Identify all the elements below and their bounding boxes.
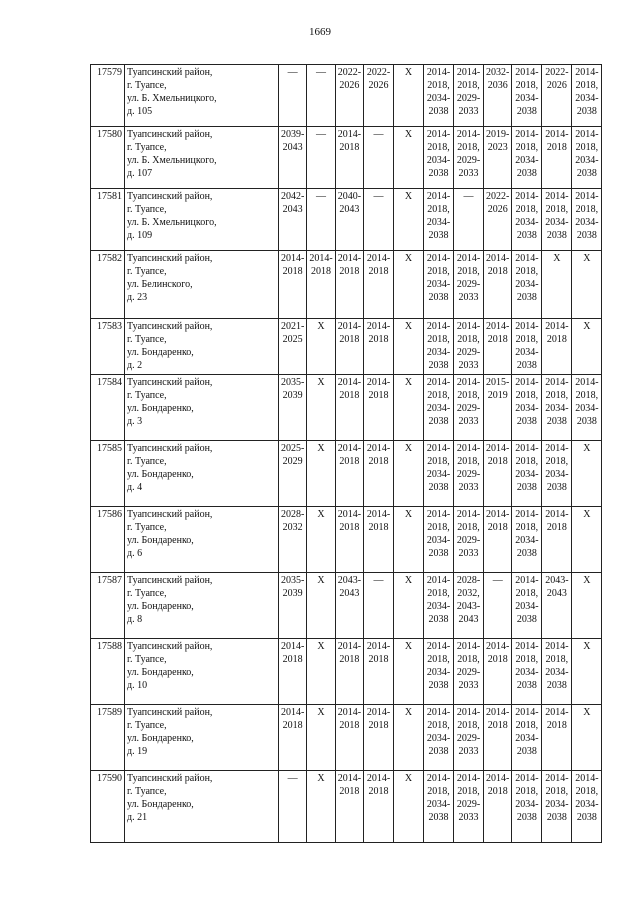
address-line: г. Туапсе, (127, 334, 167, 345)
schedule-period-cell: 2035- 2039 (279, 375, 307, 441)
schedule-period-cell: 2014- 2018 (335, 705, 363, 771)
schedule-period-cell: 2014- 2018, 2034- 2038 (424, 127, 454, 189)
schedule-period-cell: Х (307, 319, 335, 375)
schedule-period-cell: 2014- 2018, 2034- 2038 (424, 573, 454, 639)
address-cell (125, 189, 279, 251)
schedule-period-cell: 2014- 2018 (484, 507, 512, 573)
schedule-period-cell: 2014- 2018 (484, 771, 512, 843)
schedule-period-cell: — (364, 127, 394, 189)
address-line: д. 21 (127, 812, 148, 823)
schedule-period-cell: 2014- 2018, 2029- 2033 (454, 705, 484, 771)
schedule-period-cell: Х (307, 507, 335, 573)
schedule-period-cell: 2014- 2018, 2034- 2038 (512, 771, 542, 843)
schedule-period-cell: 2014- 2018, 2034- 2038 (512, 251, 542, 319)
schedule-period-cell: 2040- 2043 (335, 189, 363, 251)
schedule-period-cell: 2014- 2018 (364, 319, 394, 375)
address-line: Туапсинский район, (127, 377, 213, 388)
table-row (91, 65, 602, 127)
schedule-period-cell: — (307, 127, 335, 189)
schedule-period-cell: 2014- 2018, 2034- 2038 (512, 65, 542, 127)
address-line: Туапсинский район, (127, 191, 213, 202)
address-line: д. 107 (127, 168, 153, 179)
schedule-period-cell: 2019- 2023 (484, 127, 512, 189)
address-line: ул. Бондаренко, (127, 403, 194, 414)
schedule-period-cell: 2014- 2018 (279, 705, 307, 771)
schedule-period-cell: 2014- 2018, 2034- 2038 (542, 441, 572, 507)
schedule-period-cell: 2014- 2018 (364, 375, 394, 441)
schedule-period-cell: 2014- 2018 (484, 251, 512, 319)
schedule-period-cell: 2014- 2018 (542, 507, 572, 573)
schedule-period-cell: — (279, 65, 307, 127)
schedule-period-cell: 2014- 2018 (364, 639, 394, 705)
schedule-period-cell: Х (394, 127, 424, 189)
schedule-period-cell: 2014- 2018 (364, 507, 394, 573)
schedule-period-cell: 2014- 2018 (364, 441, 394, 507)
schedule-period-cell: Х (307, 639, 335, 705)
schedule-period-cell: Х (572, 705, 602, 771)
schedule-period-cell: 2014- 2018, 2034- 2038 (542, 375, 572, 441)
schedule-period-cell: 2014- 2018 (484, 639, 512, 705)
schedule-period-cell: 2014- 2018, 2029- 2033 (454, 251, 484, 319)
address-line: д. 109 (127, 230, 153, 241)
schedule-period-cell: 2014- 2018, 2034- 2038 (512, 705, 542, 771)
schedule-period-cell: Х (572, 573, 602, 639)
address-line: ул. Бондаренко, (127, 469, 194, 480)
schedule-period-cell: 2014- 2018, 2034- 2038 (424, 639, 454, 705)
schedule-period-cell: Х (394, 771, 424, 843)
schedule-period-cell: 2014- 2018, 2034- 2038 (512, 441, 542, 507)
address-line: Туапсинский район, (127, 641, 213, 652)
table-row (91, 573, 602, 639)
address-cell (125, 507, 279, 573)
address-line: д. 4 (127, 482, 143, 493)
schedule-period-cell: — (307, 189, 335, 251)
schedule-period-cell: Х (572, 251, 602, 319)
address-line: г. Туапсе, (127, 204, 167, 215)
record-number-cell: 17588 (91, 639, 125, 705)
schedule-period-cell: 2014- 2018 (484, 441, 512, 507)
schedule-period-cell: 2014- 2018, 2034- 2038 (542, 189, 572, 251)
address-cell (125, 639, 279, 705)
schedule-period-cell: Х (307, 771, 335, 843)
address-line: д. 10 (127, 680, 148, 691)
schedule-period-cell: 2014- 2018, 2034- 2038 (572, 189, 602, 251)
record-number-cell: 17587 (91, 573, 125, 639)
schedule-period-cell: 2014- 2018 (335, 639, 363, 705)
schedule-period-cell: 2014- 2018, 2029- 2033 (454, 507, 484, 573)
schedule-period-cell: Х (307, 705, 335, 771)
schedule-period-cell: Х (307, 573, 335, 639)
address-cell (125, 319, 279, 375)
schedule-period-cell: Х (394, 705, 424, 771)
address-line: ул. Бондаренко, (127, 347, 194, 358)
schedule-period-cell: 2014- 2018, 2034- 2038 (424, 375, 454, 441)
schedule-period-cell: Х (394, 375, 424, 441)
address-line: ул. Бондаренко, (127, 799, 194, 810)
table-row (91, 189, 602, 251)
schedule-period-cell: 2014- 2018 (335, 319, 363, 375)
address-line: д. 6 (127, 548, 143, 559)
schedule-period-cell: Х (394, 189, 424, 251)
schedule-period-cell: 2022- 2026 (484, 189, 512, 251)
schedule-period-cell: 2014- 2018 (484, 319, 512, 375)
schedule-period-cell: 2014- 2018 (542, 127, 572, 189)
address-line: д. 8 (127, 614, 143, 625)
address-line: г. Туапсе, (127, 80, 167, 91)
schedule-period-cell: 2014- 2018 (279, 251, 307, 319)
housing-repair-schedule-table (90, 64, 602, 843)
address-line: г. Туапсе, (127, 266, 167, 277)
schedule-period-cell: Х (394, 639, 424, 705)
schedule-period-cell: 2014- 2018 (279, 639, 307, 705)
address-line: ул. Бондаренко, (127, 601, 194, 612)
schedule-period-cell: 2014- 2018, 2034- 2038 (424, 251, 454, 319)
address-line: г. Туапсе, (127, 522, 167, 533)
schedule-period-cell: Х (542, 251, 572, 319)
address-line: г. Туапсе, (127, 588, 167, 599)
schedule-period-cell: 2014- 2018, 2029- 2033 (454, 639, 484, 705)
schedule-period-cell: Х (394, 441, 424, 507)
schedule-period-cell: 2039- 2043 (279, 127, 307, 189)
schedule-period-cell: 2014- 2018 (335, 771, 363, 843)
schedule-period-cell: 2014- 2018, 2034- 2038 (424, 441, 454, 507)
address-line: г. Туапсе, (127, 142, 167, 153)
schedule-period-cell: 2014- 2018, 2029- 2033 (454, 771, 484, 843)
address-line: г. Туапсе, (127, 786, 167, 797)
address-line: Туапсинский район, (127, 707, 213, 718)
schedule-period-cell: 2014- 2018 (542, 319, 572, 375)
schedule-period-cell: 2014- 2018 (335, 251, 363, 319)
table-row (91, 375, 602, 441)
address-cell (125, 441, 279, 507)
schedule-period-cell: Х (394, 507, 424, 573)
schedule-period-cell: 2014- 2018, 2034- 2038 (424, 507, 454, 573)
schedule-period-cell: 2043- 2043 (542, 573, 572, 639)
schedule-period-cell: Х (572, 639, 602, 705)
address-line: Туапсинский район, (127, 67, 213, 78)
table-row (91, 639, 602, 705)
schedule-period-cell: 2014- 2018, 2034- 2038 (572, 65, 602, 127)
address-line: Туапсинский район, (127, 253, 213, 264)
schedule-period-cell: Х (572, 319, 602, 375)
schedule-period-cell: 2015- 2019 (484, 375, 512, 441)
record-number-cell: 17590 (91, 771, 125, 843)
table-row (91, 705, 602, 771)
address-line: г. Туапсе, (127, 654, 167, 665)
schedule-period-cell: 2014- 2018, 2034- 2038 (424, 319, 454, 375)
schedule-period-cell: 2042- 2043 (279, 189, 307, 251)
table-row (91, 507, 602, 573)
table-row (91, 771, 602, 843)
schedule-period-cell: 2014- 2018 (364, 705, 394, 771)
schedule-period-cell: — (279, 771, 307, 843)
address-line: д. 3 (127, 416, 143, 427)
schedule-period-cell: Х (394, 251, 424, 319)
schedule-period-cell: Х (394, 573, 424, 639)
address-line: д. 105 (127, 106, 153, 117)
table-row (91, 251, 602, 319)
address-line: Туапсинский район, (127, 129, 213, 140)
address-line: ул. Б. Хмельницкого, (127, 93, 217, 104)
schedule-period-cell: 2032- 2036 (484, 65, 512, 127)
schedule-period-cell: 2014- 2018, 2034- 2038 (572, 127, 602, 189)
schedule-period-cell: 2014- 2018, 2034- 2038 (512, 573, 542, 639)
schedule-period-cell: Х (394, 65, 424, 127)
address-line: Туапсинский район, (127, 575, 213, 586)
address-line: д. 23 (127, 292, 148, 303)
schedule-period-cell: 2014- 2018, 2034- 2038 (512, 319, 542, 375)
schedule-period-cell: 2014- 2018, 2034- 2038 (512, 507, 542, 573)
schedule-period-cell: 2014- 2018, 2034- 2038 (572, 375, 602, 441)
address-line: Туапсинский район, (127, 509, 213, 520)
schedule-period-cell: 2014- 2018 (364, 251, 394, 319)
schedule-period-cell: 2014- 2018 (335, 127, 363, 189)
schedule-period-cell: 2014- 2018 (335, 507, 363, 573)
schedule-period-cell: 2014- 2018 (335, 375, 363, 441)
address-line: Туапсинский район, (127, 443, 213, 454)
table-row (91, 319, 602, 375)
address-cell (125, 65, 279, 127)
schedule-period-cell: 2014- 2018, 2034- 2038 (424, 65, 454, 127)
schedule-period-cell: 2014- 2018 (542, 705, 572, 771)
table-row (91, 441, 602, 507)
schedule-period-cell: — (484, 573, 512, 639)
address-line: ул. Бондаренко, (127, 535, 194, 546)
schedule-period-cell: 2014- 2018, 2034- 2038 (542, 771, 572, 843)
schedule-period-cell: 2014- 2018 (307, 251, 335, 319)
schedule-period-cell: Х (572, 507, 602, 573)
address-line: г. Туапсе, (127, 456, 167, 467)
schedule-period-cell: 2014- 2018 (335, 441, 363, 507)
schedule-period-cell: — (307, 65, 335, 127)
schedule-period-cell: 2021- 2025 (279, 319, 307, 375)
record-number-cell: 17586 (91, 507, 125, 573)
record-number-cell: 17582 (91, 251, 125, 319)
address-line: Туапсинский район, (127, 321, 213, 332)
schedule-period-cell: 2014- 2018, 2029- 2033 (454, 319, 484, 375)
record-number-cell: 17581 (91, 189, 125, 251)
address-line: ул. Бондаренко, (127, 733, 194, 744)
table-row (91, 127, 602, 189)
schedule-period-cell: 2014- 2018, 2034- 2038 (512, 375, 542, 441)
address-cell (125, 251, 279, 319)
address-line: ул. Б. Хмельницкого, (127, 217, 217, 228)
schedule-period-cell: — (364, 573, 394, 639)
schedule-period-cell: 2028- 2032 (279, 507, 307, 573)
address-line: Туапсинский район, (127, 773, 213, 784)
schedule-period-cell: 2014- 2018, 2034- 2038 (542, 639, 572, 705)
schedule-period-cell: 2022- 2026 (364, 65, 394, 127)
schedule-period-cell: Х (572, 441, 602, 507)
schedule-period-cell: 2014- 2018, 2034- 2038 (424, 771, 454, 843)
record-number-cell: 17579 (91, 65, 125, 127)
address-cell (125, 127, 279, 189)
schedule-period-cell: 2014- 2018, 2034- 2038 (512, 127, 542, 189)
schedule-period-cell: 2022- 2026 (335, 65, 363, 127)
address-cell (125, 573, 279, 639)
record-number-cell: 17580 (91, 127, 125, 189)
schedule-period-cell: 2035- 2039 (279, 573, 307, 639)
address-line: г. Туапсе, (127, 390, 167, 401)
schedule-period-cell: 2014- 2018, 2034- 2038 (424, 189, 454, 251)
schedule-period-cell: 2014- 2018, 2034- 2038 (572, 771, 602, 843)
schedule-period-cell: 2022- 2026 (542, 65, 572, 127)
schedule-period-cell: 2014- 2018, 2029- 2033 (454, 441, 484, 507)
schedule-period-cell: Х (307, 375, 335, 441)
address-line: ул. Бондаренко, (127, 667, 194, 678)
schedule-period-cell: 2014- 2018, 2034- 2038 (512, 189, 542, 251)
address-line: д. 19 (127, 746, 148, 757)
address-cell (125, 375, 279, 441)
page-number: 1669 (309, 26, 331, 38)
schedule-period-cell: 2014- 2018 (484, 705, 512, 771)
schedule-period-cell: Х (394, 319, 424, 375)
address-cell (125, 771, 279, 843)
schedule-period-cell: 2025- 2029 (279, 441, 307, 507)
schedule-period-cell: 2014- 2018, 2034- 2038 (424, 705, 454, 771)
schedule-period-cell: 2014- 2018, 2034- 2038 (512, 639, 542, 705)
record-number-cell: 17589 (91, 705, 125, 771)
record-number-cell: 17583 (91, 319, 125, 375)
record-number-cell: 17584 (91, 375, 125, 441)
address-line: ул. Белинского, (127, 279, 193, 290)
schedule-period-cell: 2014- 2018, 2029- 2033 (454, 127, 484, 189)
schedule-period-cell: 2043- 2043 (335, 573, 363, 639)
schedule-period-cell: Х (307, 441, 335, 507)
schedule-period-cell: 2014- 2018, 2029- 2033 (454, 375, 484, 441)
address-line: г. Туапсе, (127, 720, 167, 731)
schedule-period-cell: — (454, 189, 484, 251)
schedule-period-cell: 2028- 2032, 2043- 2043 (454, 573, 484, 639)
schedule-period-cell: 2014- 2018, 2029- 2033 (454, 65, 484, 127)
address-line: ул. Б. Хмельницкого, (127, 155, 217, 166)
address-cell (125, 705, 279, 771)
schedule-period-cell: — (364, 189, 394, 251)
record-number-cell: 17585 (91, 441, 125, 507)
schedule-period-cell: 2014- 2018 (364, 771, 394, 843)
address-line: д. 2 (127, 360, 143, 371)
